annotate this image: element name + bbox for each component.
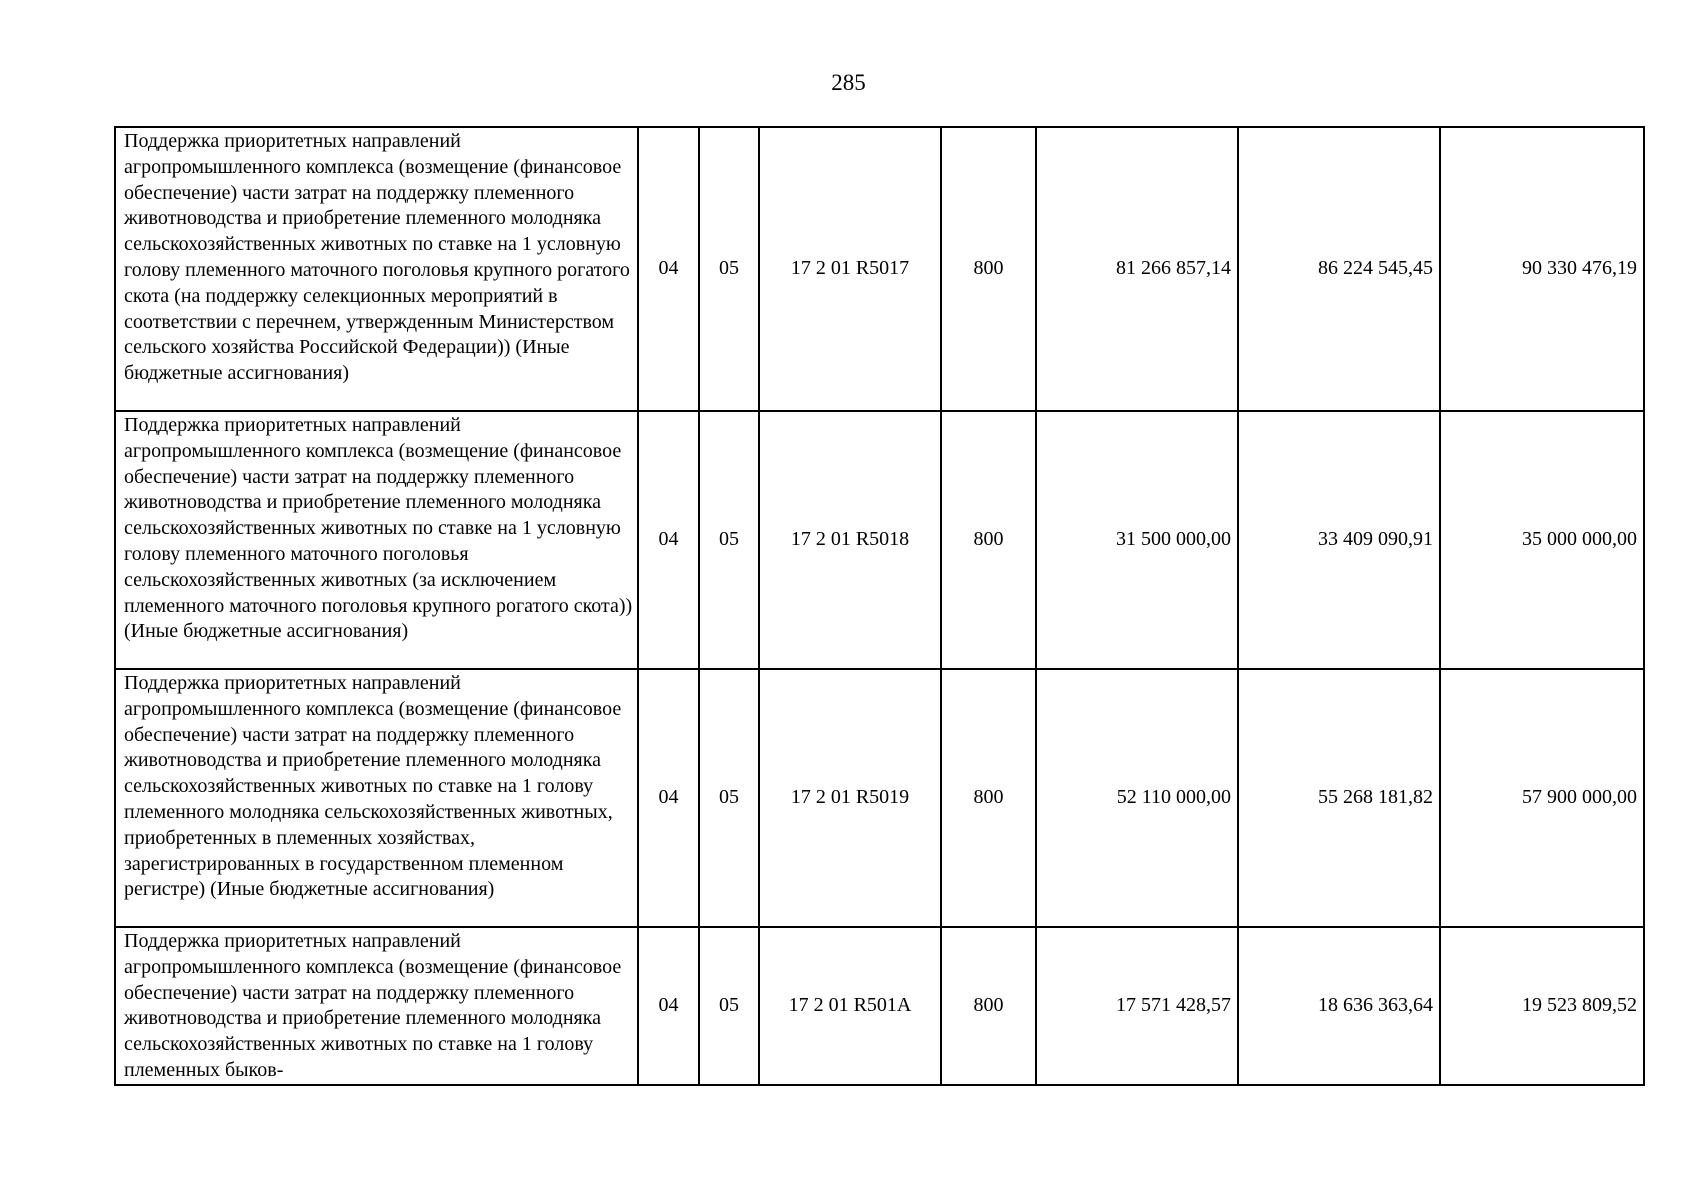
expense-type-code: 800	[941, 127, 1036, 411]
target-article-code: 17 2 01 R5019	[759, 669, 941, 927]
amount-year-2: 33 409 090,91	[1238, 411, 1440, 669]
amount-year-3: 90 330 476,19	[1440, 127, 1644, 411]
amount-year-1: 17 571 428,57	[1036, 927, 1238, 1085]
subsection-code: 05	[699, 669, 759, 927]
section-code: 04	[638, 411, 699, 669]
section-code: 04	[638, 127, 699, 411]
row-description: Поддержка приоритетных направлений агропромышленного комплекса (возмещение (финансовое обеспечение) части затрат на поддержку племенного животноводства и приобретение племенного молодняка сельскохозяйственных животных по ставке на 1 голову племенного молодняка сельскохозяйственных животных, приобретенных в племенных хозяйствах, зарегистрированных в государственном племенном регистре) (Иные бюджетные ассигнования)	[115, 669, 638, 927]
section-code: 04	[638, 669, 699, 927]
row-description: Поддержка приоритетных направлений агропромышленного комплекса (возмещение (финансовое обеспечение) части затрат на поддержку племенного животноводства и приобретение племенного молодняка сельскохозяйственных животных по ставке на 1 условную голову племенного маточного поголовья сельскохозяйственных животных (за исключением племенного маточного поголовья крупного рогатого скота)) (Иные бюджетные ассигнования)	[115, 411, 638, 669]
subsection-code: 05	[699, 411, 759, 669]
expense-type-code: 800	[941, 411, 1036, 669]
expense-type-code: 800	[941, 669, 1036, 927]
amount-year-3: 19 523 809,52	[1440, 927, 1644, 1085]
page-number: 285	[831, 70, 866, 95]
amount-year-1: 52 110 000,00	[1036, 669, 1238, 927]
target-article-code: 17 2 01 R5017	[759, 127, 941, 411]
budget-table	[114, 126, 1645, 1086]
expense-type-code: 800	[941, 927, 1036, 1085]
target-article-code: 17 2 01 R501A	[759, 927, 941, 1085]
amount-year-2: 86 224 545,45	[1238, 127, 1440, 411]
table-row	[115, 411, 1644, 669]
section-code: 04	[638, 927, 699, 1085]
row-description: Поддержка приоритетных направлений агропромышленного комплекса (возмещение (финансовое обеспечение) части затрат на поддержку племенного животноводства и приобретение племенного молодняка сельскохозяйственных животных по ставке на 1 условную голову племенного маточного поголовья крупного рогатого скота (на поддержку селекционных мероприятий в соответствии с перечнем, утвержденным Министерством сельского хозяйства Российской Федерации)) (Иные бюджетные ассигнования)	[115, 127, 638, 411]
row-description: Поддержка приоритетных направлений агропромышленного комплекса (возмещение (финансовое обеспечение) части затрат на поддержку племенного животноводства и приобретение племенного молодняка сельскохозяйственных животных по ставке на 1 голову племенных быков-	[115, 927, 638, 1085]
amount-year-2: 18 636 363,64	[1238, 927, 1440, 1085]
subsection-code: 05	[699, 927, 759, 1085]
target-article-code: 17 2 01 R5018	[759, 411, 941, 669]
amount-year-3: 35 000 000,00	[1440, 411, 1644, 669]
subsection-code: 05	[699, 127, 759, 411]
amount-year-1: 81 266 857,14	[1036, 127, 1238, 411]
amount-year-3: 57 900 000,00	[1440, 669, 1644, 927]
table-row	[115, 669, 1644, 927]
amount-year-2: 55 268 181,82	[1238, 669, 1440, 927]
table-row	[115, 927, 1644, 1085]
table-row	[115, 127, 1644, 411]
amount-year-1: 31 500 000,00	[1036, 411, 1238, 669]
